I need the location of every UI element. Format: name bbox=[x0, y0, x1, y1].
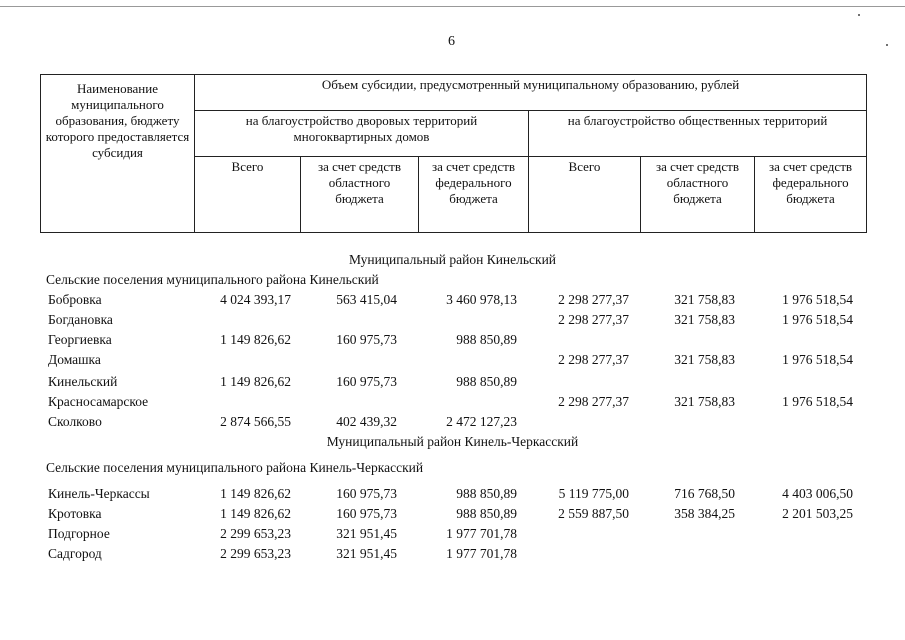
public-regional-cell: 716 768,50 bbox=[674, 486, 735, 501]
public-total-cell: 2 559 887,50 bbox=[558, 506, 629, 521]
row-name-cell: Богдановка bbox=[48, 312, 113, 327]
yards-federal-cell: 988 850,89 bbox=[456, 332, 517, 347]
public-total-cell: 2 298 277,37 bbox=[558, 394, 629, 409]
district-title-2: Муниципальный район Кинель-Черкасский bbox=[326, 434, 579, 449]
row-name-cell: Сколково bbox=[48, 414, 102, 429]
yards-total-cell: 1 149 826,62 bbox=[220, 374, 291, 389]
volume-header: Объем субсидии, предусмотренный муниципальному образованию, рублей bbox=[195, 75, 867, 111]
scan-top-edge bbox=[0, 6, 905, 7]
table-row bbox=[0, 312, 905, 332]
total-header: Всего bbox=[195, 157, 301, 233]
district-title-1: Муниципальный район Кинельский bbox=[348, 252, 557, 267]
row-name-cell: Георгиевка bbox=[48, 332, 112, 347]
public-regional-cell: 321 758,83 bbox=[674, 292, 735, 307]
public-total-cell: 2 298 277,37 bbox=[558, 292, 629, 307]
district-subtitle-2: Сельские поселения муниципального района Кинель-Черкасский bbox=[46, 460, 424, 475]
table-row bbox=[0, 486, 905, 506]
table-row bbox=[0, 394, 905, 414]
table-row bbox=[0, 506, 905, 526]
row-name-cell: Кинельский bbox=[48, 374, 118, 389]
yards-regional-cell: 563 415,04 bbox=[336, 292, 397, 307]
yards-regional-cell: 160 975,73 bbox=[336, 486, 397, 501]
yards-total-cell: 2 299 653,23 bbox=[220, 526, 291, 541]
public-regional-cell: 321 758,83 bbox=[674, 312, 735, 327]
scan-speck bbox=[886, 44, 888, 46]
yards-federal-cell: 988 850,89 bbox=[456, 374, 517, 389]
public-federal-cell: 1 976 518,54 bbox=[782, 394, 853, 409]
row-name-cell: Кинель-Черкассы bbox=[48, 486, 150, 501]
yards-federal-cell: 1 977 701,78 bbox=[446, 526, 517, 541]
public-regional-cell: 321 758,83 bbox=[674, 394, 735, 409]
yards-federal-cell: 3 460 978,13 bbox=[446, 292, 517, 307]
col-name-header: Наименование муниципального образования, бюджету которого предоставляется субсидия bbox=[41, 75, 195, 233]
yards-federal-cell: 988 850,89 bbox=[456, 506, 517, 521]
table-row bbox=[0, 526, 905, 546]
yards-total-cell: 1 149 826,62 bbox=[220, 332, 291, 347]
yards-federal-cell: 988 850,89 bbox=[456, 486, 517, 501]
yards-regional-cell: 402 439,32 bbox=[336, 414, 397, 429]
regional-header-2: за счет средств областного бюджета bbox=[641, 157, 755, 233]
table-row bbox=[0, 332, 905, 352]
page-number: 6 bbox=[448, 34, 455, 49]
row-name-cell: Домашка bbox=[48, 352, 101, 367]
row-name-cell: Красносамарское bbox=[48, 394, 149, 409]
federal-header: за счет средств федерального бюджета bbox=[419, 157, 529, 233]
public-federal-cell: 1 976 518,54 bbox=[782, 312, 853, 327]
public-federal-cell: 1 976 518,54 bbox=[782, 352, 853, 367]
public-total-cell: 2 298 277,37 bbox=[558, 352, 629, 367]
total-header-2: Всего bbox=[529, 157, 641, 233]
public-federal-cell: 1 976 518,54 bbox=[782, 292, 853, 307]
regional-header: за счет средств областного бюджета bbox=[301, 157, 419, 233]
yards-federal-cell: 2 472 127,23 bbox=[446, 414, 517, 429]
table-row bbox=[0, 414, 905, 434]
yards-total-cell: 4 024 393,17 bbox=[220, 292, 291, 307]
public-federal-cell: 2 201 503,25 bbox=[782, 506, 853, 521]
yards-total-cell: 1 149 826,62 bbox=[220, 506, 291, 521]
header-table bbox=[40, 74, 867, 233]
yards-regional-cell: 160 975,73 bbox=[336, 332, 397, 347]
yards-regional-cell: 321 951,45 bbox=[336, 526, 397, 541]
yards-federal-cell: 1 977 701,78 bbox=[446, 546, 517, 561]
table-row bbox=[0, 352, 905, 372]
federal-header-2: за счет средств федерального бюджета bbox=[755, 157, 867, 233]
yards-regional-cell: 160 975,73 bbox=[336, 374, 397, 389]
table-row bbox=[0, 546, 905, 566]
yards-regional-cell: 321 951,45 bbox=[336, 546, 397, 561]
scan-speck bbox=[858, 14, 860, 16]
public-group-header: на благоустройство общественных территорий bbox=[529, 111, 867, 157]
public-regional-cell: 321 758,83 bbox=[674, 352, 735, 367]
yards-regional-cell: 160 975,73 bbox=[336, 506, 397, 521]
yards-total-cell: 2 874 566,55 bbox=[220, 414, 291, 429]
table-row bbox=[0, 292, 905, 312]
public-federal-cell: 4 403 006,50 bbox=[782, 486, 853, 501]
public-regional-cell: 358 384,25 bbox=[674, 506, 735, 521]
row-name-cell: Бобровка bbox=[48, 292, 102, 307]
yards-total-cell: 1 149 826,62 bbox=[220, 486, 291, 501]
yards-group-header: на благоустройство дворовых территорий многоквартирных домов bbox=[195, 111, 529, 157]
row-name-cell: Садгород bbox=[48, 546, 102, 561]
yards-total-cell: 2 299 653,23 bbox=[220, 546, 291, 561]
table-row bbox=[0, 374, 905, 394]
public-total-cell: 2 298 277,37 bbox=[558, 312, 629, 327]
row-name-cell: Подгорное bbox=[48, 526, 110, 541]
district-subtitle-1: Сельские поселения муниципального района Кинельский bbox=[46, 272, 379, 287]
row-name-cell: Кротовка bbox=[48, 506, 102, 521]
public-total-cell: 5 119 775,00 bbox=[558, 486, 629, 501]
